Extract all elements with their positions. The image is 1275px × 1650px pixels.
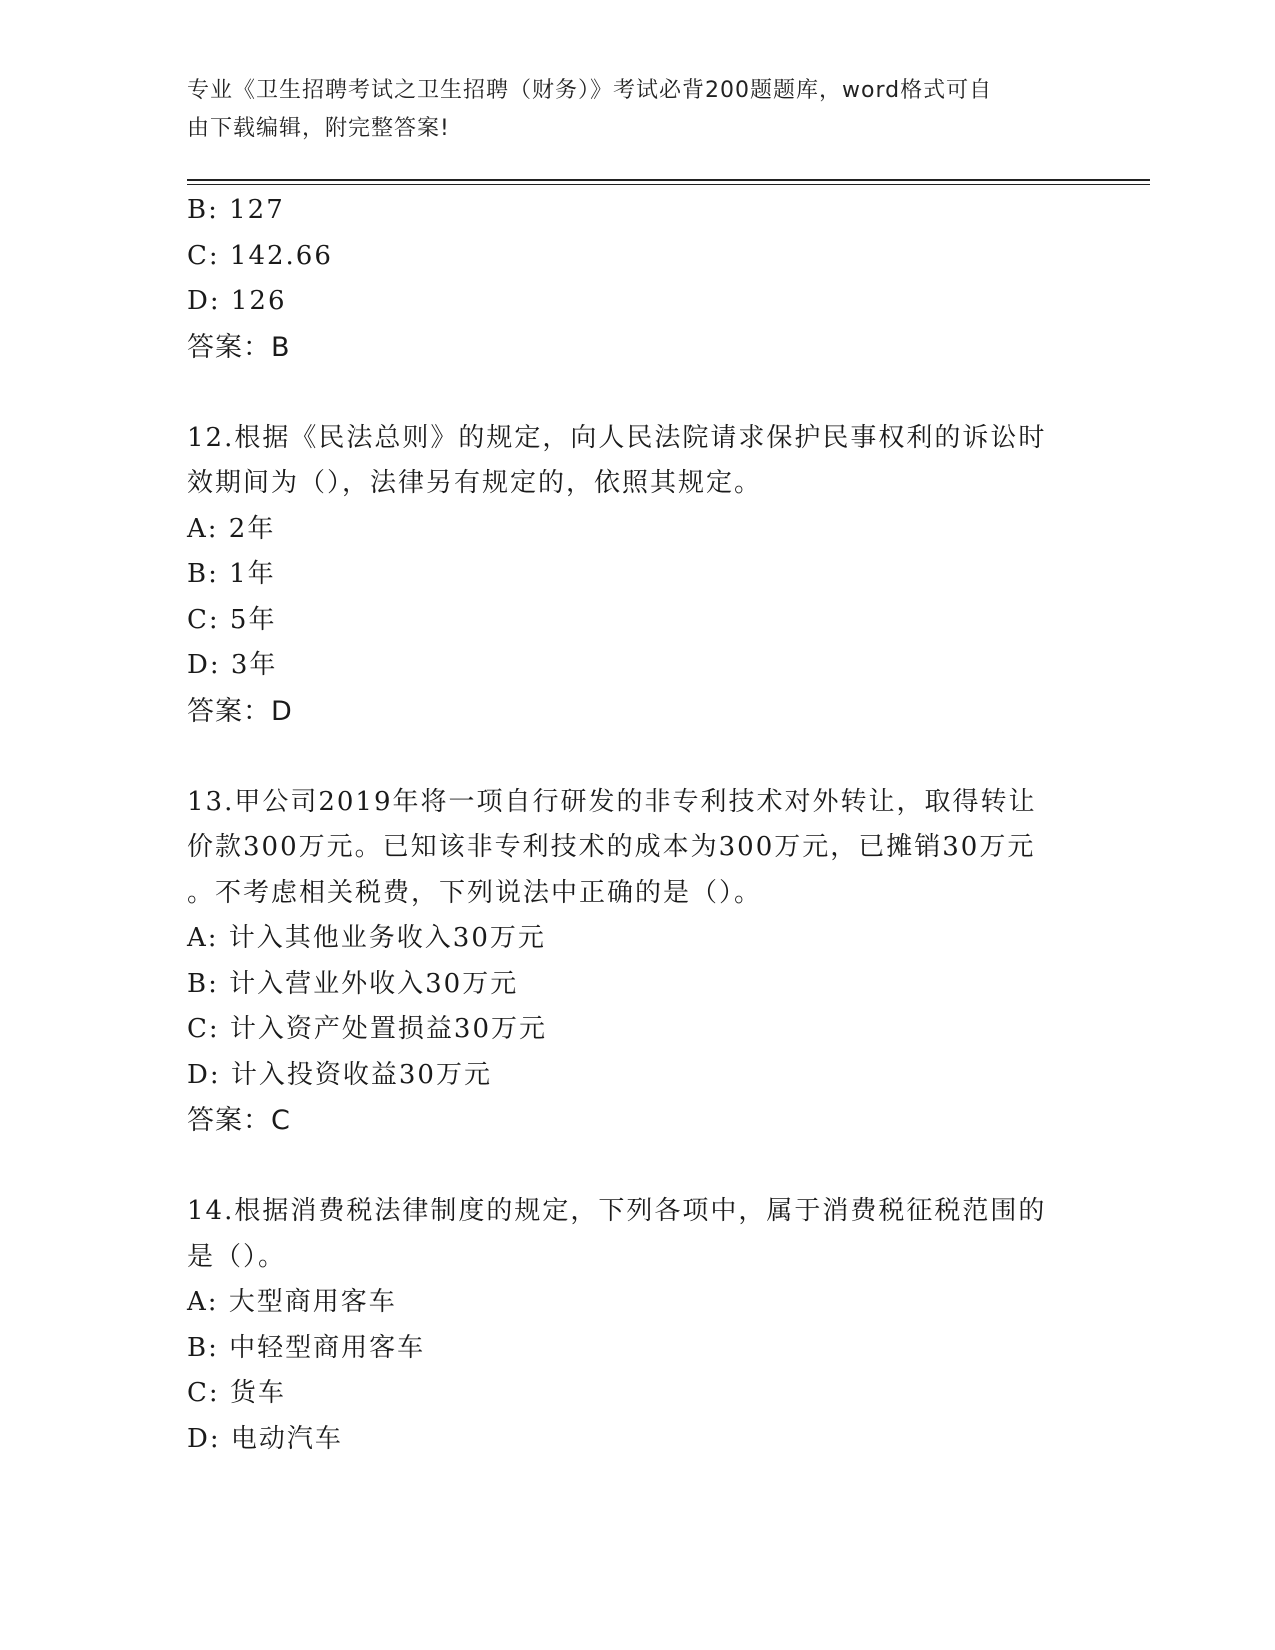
- q13-option-a: A: 计入其他业务收入30万元: [187, 923, 546, 953]
- q12-option-c: C: 5年: [187, 604, 277, 635]
- q13-answer: 答案：C: [187, 1105, 291, 1136]
- q12-option-d: D: 3年: [187, 650, 278, 680]
- spacer: [187, 370, 1087, 416]
- q14-stem-line-1: 14.根据消费税法律制度的规定，下列各项中，属于消费税征税范围的: [187, 1196, 1047, 1226]
- header-divider-thin: [187, 184, 1150, 185]
- page-header: [187, 72, 1067, 148]
- q11-option-d: D: 126: [187, 286, 287, 316]
- q14-option-a: A: 大型商用客车: [187, 1287, 397, 1317]
- q13-option-b: B: 计入营业外收入30万元: [187, 968, 519, 999]
- q12-stem-line-1: 12.根据《民法总则》的规定，向人民法院请求保护民事权利的诉讼时: [187, 422, 1047, 453]
- q14-option-d: D: 电动汽车: [187, 1423, 343, 1454]
- q11-answer: 答案：B: [187, 331, 291, 363]
- q11-option-c: C: 142.66: [187, 240, 333, 271]
- header-divider-thick: [187, 179, 1150, 181]
- header-title-line-1: 专业《卫生招聘考试之卫生招聘（财务）》考试必背200题题库，word格式可自: [187, 78, 993, 103]
- q14-option-c: C: 货车: [187, 1378, 286, 1408]
- spacer: [187, 734, 1087, 780]
- q12-option-a: A: 2年: [187, 513, 276, 544]
- q13-stem-line-1: 13.甲公司2019年将一项自行研发的非专利技术对外转让，取得转让: [187, 786, 1037, 817]
- q14-option-b: B: 中轻型商用客车: [187, 1332, 426, 1363]
- question-13: [187, 780, 1087, 1144]
- q12-stem-line-2: 效期间为（），法律另有规定的，依照其规定。: [187, 468, 763, 498]
- spacer: [187, 1144, 1087, 1190]
- q13-stem-line-3: 。不考虑相关税费，下列说法中正确的是（）。: [187, 877, 763, 908]
- question-14: [187, 1189, 1087, 1462]
- header-title-line-2: 由下载编辑，附完整答案!: [187, 116, 450, 141]
- q13-option-d: D: 计入投资收益30万元: [187, 1059, 492, 1090]
- q12-option-b: B: 1年: [187, 559, 276, 589]
- q12-answer: 答案：D: [187, 695, 293, 727]
- q14-stem-line-2: 是（）。: [187, 1241, 287, 1272]
- q11-option-b: B: 127: [187, 195, 285, 225]
- q13-option-c: C: 计入资产处置损益30万元: [187, 1014, 548, 1044]
- question-12: [187, 416, 1087, 735]
- q13-stem-line-2: 价款300万元。已知该非专利技术的成本为300万元，已摊销30万元: [187, 832, 1036, 862]
- question-11-tail: [187, 188, 1087, 370]
- question-content: [187, 188, 1087, 1462]
